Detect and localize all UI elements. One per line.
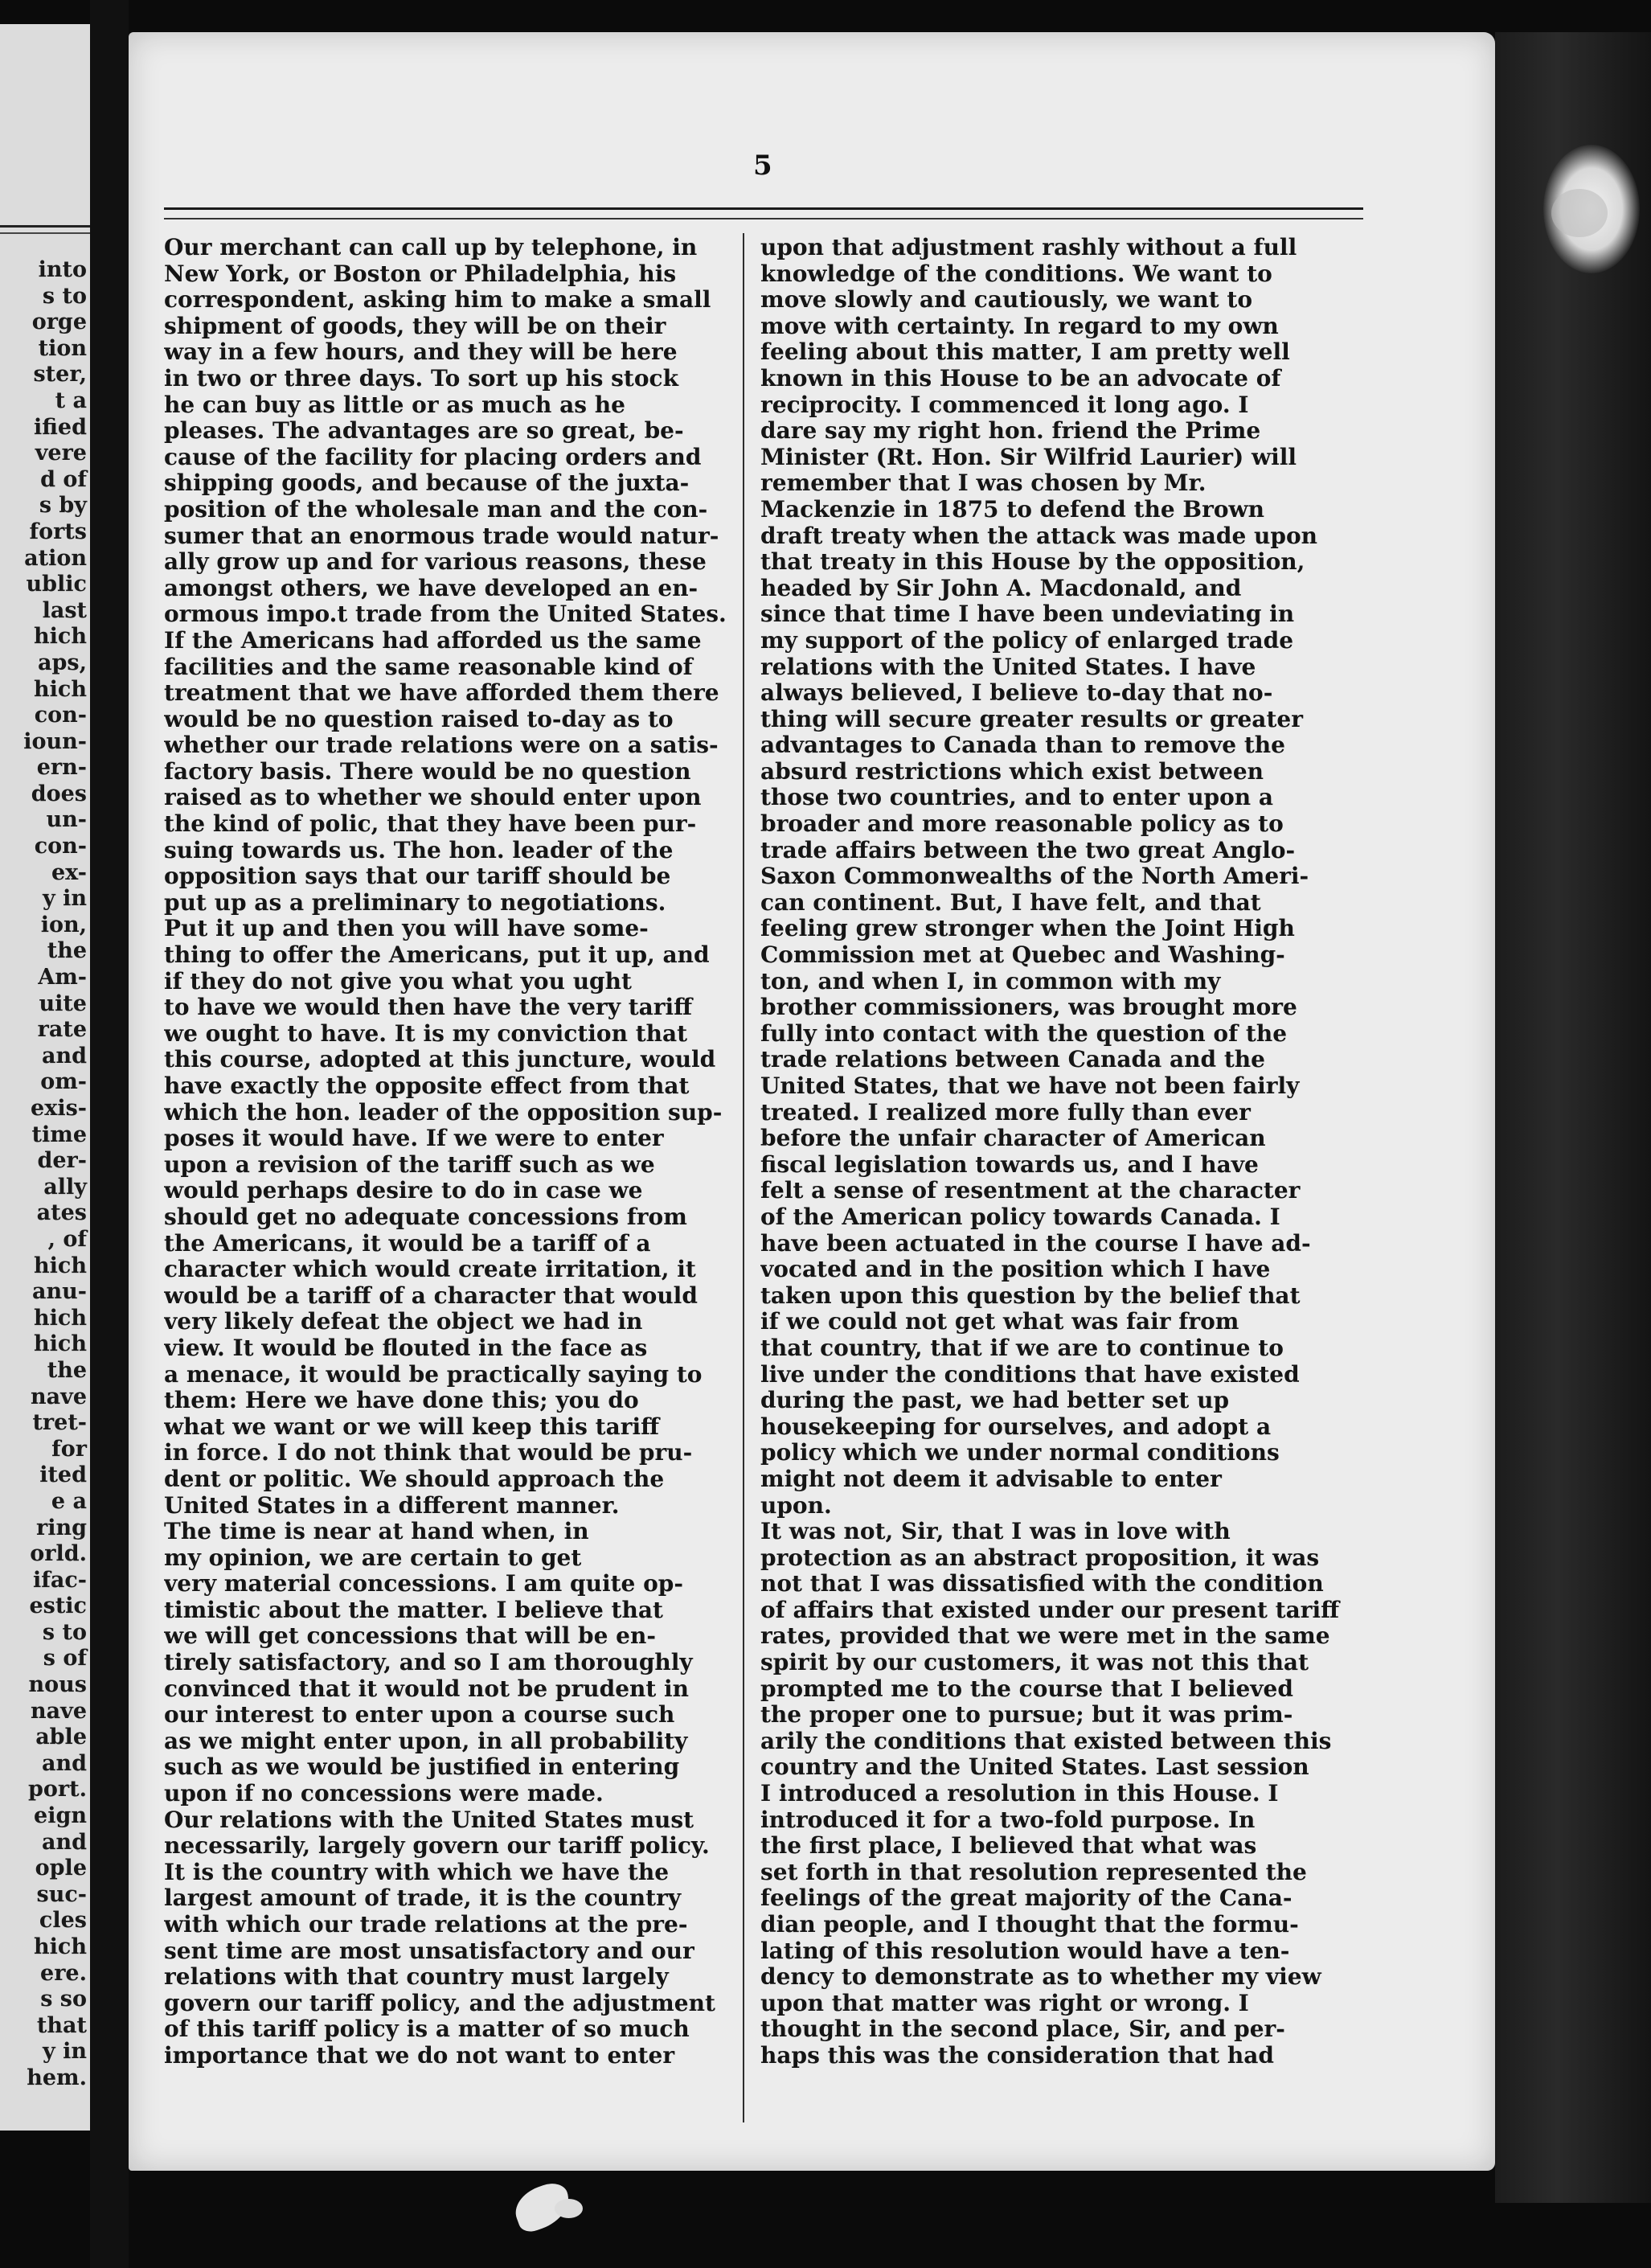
text-line: which the hon. leader of the opposition sup- [164,1099,723,1126]
facing-page-line: nous [28,1672,87,1698]
facing-page-line: hich [34,1253,87,1278]
text-line: dent or politic. We should approach the [164,1466,665,1492]
text-line: factory basis. There would be no question [164,758,691,785]
text-line: tirely satisfactory, and so I am thoroughly [164,1650,693,1676]
facing-page-line: con- [34,703,87,728]
text-line: relations with that country must largely [164,1964,669,1991]
facing-page-line: tion [38,335,87,361]
text-line: fully into contact with the question of the [760,1020,1288,1047]
text-line: he can buy as little or as much as he [164,392,625,418]
facing-page-line: for [51,1436,87,1462]
text-line: correspondent, asking him to make a small [164,287,711,314]
facing-page-line: eign [34,1803,87,1829]
text-line: poses it would have. If we were to enter [164,1126,664,1152]
text-line: feeling grew stronger when the Joint High [760,916,1295,942]
text-line: necessarily, largely govern our tariff policy. [164,1833,710,1860]
text-line: what we want or we will keep this tariff [164,1413,660,1440]
facing-page-line: ited [39,1462,87,1488]
text-line: the proper one to pursue; but it was prim- [760,1702,1293,1729]
text-line: dare say my right hon. friend the Prime [760,418,1261,445]
text-line: whether our trade relations were on a satis- [164,732,719,759]
facing-page-fragment [0,24,90,2131]
text-line: opposition says that our tariff should be [164,863,671,890]
text-line: would be no question raised to-day as to [164,706,674,732]
facing-page-rule [0,225,90,234]
text-line: move with certainty. In regard to my own [760,313,1279,339]
text-line: before the unfair character of American [760,1126,1266,1152]
text-line: the kind of polic, that they have been pur- [164,811,697,838]
text-line: absurd restrictions which exist between [760,758,1264,785]
facing-page-line: t a [55,388,87,413]
facing-page-line: the [47,938,87,964]
text-line: feeling about this matter, I am pretty well [760,339,1290,366]
text-line: have exactly the opposite effect from that [164,1073,690,1099]
facing-page-line: , of [47,1226,87,1252]
text-line: dian people, and I thought that the formu- [760,1912,1299,1938]
book-spine [1495,32,1651,2203]
text-line: during the past, we had better set up [760,1388,1230,1414]
paper-stain-core [1551,189,1608,237]
text-line: that treaty in this House by the opposition, [760,549,1305,576]
facing-page-line: tret- [32,1410,87,1436]
text-line: should get no adequate concessions from [164,1204,687,1230]
text-line: feelings of the great majority of the Cana- [760,1885,1293,1912]
facing-page-line: d of [40,466,87,492]
text-line: ton, and when I, in common with my [760,968,1221,995]
text-line: United States, that we have not been fairly [760,1073,1300,1099]
facing-page-line: s by [39,493,87,519]
facing-page-line: ates [36,1200,87,1226]
facing-page-line: uite [39,990,87,1016]
text-line: treated. I realized more fully than ever [760,1099,1251,1126]
facing-page-line: orge [31,310,87,335]
text-line: character which would create irritation, it [164,1257,696,1283]
text-line: It was not, Sir, that I was in love with [760,1519,1231,1545]
text-line: thing to offer the Americans, put it up, and [164,942,710,969]
facing-page-line: hich [34,624,87,650]
facing-page-line: ally [43,1174,87,1200]
header-rule [164,207,1363,219]
facing-page-line: and [41,1043,87,1068]
text-line: introduced it for a two-fold purpose. In [760,1807,1256,1833]
facing-page-line: ified [34,414,87,440]
text-line: upon that adjustment rashly without a full [760,235,1297,260]
text-line: way in a few hours, and they will be here [164,339,678,366]
text-line: Commission met at Quebec and Washing- [760,942,1285,969]
text-line: the Americans, it would be a tariff of a [164,1230,651,1257]
text-line: policy which we under normal conditions [760,1440,1280,1466]
text-line: remember that I was chosen by Mr. [760,470,1206,497]
facing-page-line: un- [46,807,87,833]
text-line: convinced that it would not be prudent in [164,1675,690,1702]
text-line: upon a revision of the tariff such as we [164,1151,655,1178]
text-line: knowledge of the conditions. We want to [760,260,1272,287]
facing-page-line: Am- [38,965,87,990]
facing-page-line: nave [31,1384,87,1409]
facing-page-line: does [31,781,87,806]
facing-page-line: port. [28,1777,87,1803]
text-line: broader and more reasonable policy as to [760,811,1284,838]
text-line: advantages to Canada than to remove the [760,732,1285,759]
text-line: view. It would be flouted in the face as [164,1335,648,1361]
text-line: United States in a different manner. [164,1492,620,1519]
text-line: have been actuated in the course I have ad- [760,1230,1311,1257]
text-line: if they do not give you what you ught [164,968,632,995]
facing-page-line: s to [42,1619,87,1645]
facing-page-line: ern- [36,755,87,781]
facing-page-line: ex- [51,859,87,885]
text-line: of the American policy towards Canada. I [760,1204,1280,1230]
text-line: largest amount of trade, it is the country [164,1885,682,1912]
text-line: haps this was the consideration that had [760,2042,1274,2069]
facing-page-line: aps, [38,650,87,675]
text-line: facilities and the same reasonable kind of [164,654,693,680]
column-divider [743,233,744,2122]
facing-page-line: and [41,1750,87,1776]
text-line: a menace, it would be practically saying to [164,1361,703,1388]
text-line: housekeeping for ourselves, and adopt a [760,1413,1272,1440]
facing-page-line: last [42,597,87,623]
text-line: to have we would then have the very tariff [164,995,693,1021]
facing-page-line: vere [35,441,87,466]
text-line: arily the conditions that existed between this [760,1728,1332,1754]
facing-page-line: y in [43,2039,87,2065]
text-line: would perhaps desire to do in case we [164,1178,643,1204]
text-line: felt a sense of resentment at the character [760,1178,1301,1204]
facing-page-line: ring [36,1515,87,1540]
text-line: known in this House to be an advocate of [760,365,1281,392]
text-line: the first place, I believed that what was [760,1833,1257,1860]
text-line: not that I was dissatisfied with the condition [760,1571,1324,1597]
text-line: sent time are most unsatisfactory and our [164,1938,694,1964]
text-line: draft treaty when the attack was made upon [760,523,1318,549]
text-line: The time is near at hand when, in [164,1519,589,1545]
text-line: upon if no concessions were made. [164,1781,604,1807]
facing-page-line: y in [43,886,87,912]
text-line: Mackenzie in 1875 to defend the Brown [760,496,1264,523]
text-line: fiscal legislation towards us, and I have [760,1151,1259,1178]
text-line: those two countries, and to enter upon a [760,785,1274,811]
text-line: pleases. The advantages are so great, be- [164,418,684,445]
facing-page-line: s of [43,1646,87,1671]
facing-page-line: ion, [40,912,87,937]
facing-page-line: nave [31,1698,87,1724]
text-line: If the Americans had afforded us the same [164,627,702,654]
text-line: Saxon Commonwealths of the North Ameri- [760,863,1309,890]
text-line: shipping goods, and because of the juxta- [164,470,690,497]
text-line: relations with the United States. I have [760,654,1256,680]
text-line: always believed, I believe to-day that no- [760,680,1273,707]
text-line: of affairs that existed under our present tariff [760,1597,1340,1623]
facing-page-line: hem. [27,2065,87,2090]
text-line: in two or three days. To sort up his stock [164,365,678,392]
text-line: spirit by our customers, it was not this that [760,1650,1309,1676]
text-line: them: Here we have done this; you do [164,1388,639,1414]
facing-page-line: and [41,1829,87,1855]
text-line: upon. [760,1492,832,1519]
facing-page-line: ople [35,1856,87,1881]
text-line: thing will secure greater results or greater [760,706,1303,732]
text-line: Our merchant can call up by telephone, in [164,235,698,260]
text-line: my support of the policy of enlarged trade [760,627,1294,654]
text-line: reciprocity. I commenced it long ago. I [760,392,1249,418]
text-line: that country, that if we are to continue to [760,1335,1284,1361]
text-line: amongst others, we have developed an en- [164,575,698,601]
text-line: vocated and in the position which I have [760,1257,1271,1283]
facing-page-line: s so [40,1987,87,2012]
facing-page-line: ioun- [23,728,87,754]
text-line: lating of this resolution would have a ten- [760,1938,1290,1964]
text-line: Put it up and then you will have some- [164,916,649,942]
text-line: might not deem it advisable to enter [760,1466,1222,1492]
text-line: thought in the second place, Sir, and per- [760,2016,1285,2043]
facing-page-line: ublic [26,572,87,597]
right-text-column [760,235,1363,2069]
facing-page-line: der- [37,1148,87,1174]
text-line: sumer that an enormous trade would natur- [164,523,719,549]
text-line: Our relations with the United States must [164,1807,694,1833]
text-line: country and the United States. Last session [760,1754,1309,1781]
facing-page-text [23,257,87,2092]
text-line: with which our trade relations at the pre- [164,1912,688,1938]
text-line: if we could not get what was fair from [760,1309,1239,1335]
text-line: this course, adopted at this juncture, would [164,1047,716,1073]
text-line: rates, provided that we were met in the same [760,1623,1330,1650]
page-gutter [90,0,129,2268]
text-line: govern our tariff policy, and the adjustment [164,1990,715,2016]
facing-page-line: s to [42,283,87,309]
facing-page-line: ifac- [32,1567,87,1593]
facing-page-line: forts [29,519,87,544]
text-line: in force. I do not think that would be pru- [164,1440,693,1466]
facing-page-line: orld. [30,1541,87,1567]
facing-page-line: con- [34,834,87,859]
text-line: I introduced a resolution in this House. I [760,1781,1279,1807]
facing-page-line: able [35,1725,87,1750]
paper-tear-mark-small [555,2199,583,2218]
text-line: shipment of goods, they will be on their [164,313,666,339]
text-line: live under the conditions that have existed [760,1361,1300,1388]
text-line: our interest to enter upon a course such [164,1702,675,1729]
text-line: prompted me to the course that I believed [760,1675,1293,1702]
facing-page-line: exis- [31,1096,87,1121]
facing-page-line: hich [34,1934,87,1959]
text-line: treatment that we have afforded them there [164,680,719,707]
text-line: can continent. But, I have felt, and that [760,889,1261,916]
text-line: ormous impo.t trade from the United States. [164,601,727,628]
text-line: upon that matter was right or wrong. I [760,1990,1249,2016]
text-line: It is the country with which we have the [164,1859,670,1885]
text-line: would be a tariff of a character that would [164,1282,698,1309]
text-line: Minister (Rt. Hon. Sir Wilfrid Laurier) will [760,444,1297,470]
facing-page-line: ation [24,545,87,571]
text-line: raised as to whether we should enter upon [164,785,702,811]
text-line: very likely defeat the object we had in [164,1309,643,1335]
text-line: as we might enter upon, in all probability [164,1728,688,1754]
text-line: of this tariff policy is a matter of so much [164,2016,690,2043]
facing-page-line: e a [51,1488,87,1514]
facing-page-line: estic [29,1593,87,1619]
text-line: we ought to have. It is my conviction that [164,1020,688,1047]
text-line: suing towards us. The hon. leader of the [164,837,674,863]
left-text-column [164,235,727,2069]
text-line: New York, or Boston or Philadelphia, his [164,260,677,287]
text-line: we will get concessions that will be en- [164,1623,656,1650]
facing-page-line: hich [34,1305,87,1331]
facing-page-line: rate [37,1017,87,1043]
text-line: position of the wholesale man and the con- [164,496,708,523]
facing-page-line: anu- [32,1279,87,1305]
text-line: such as we would be justified in entering [164,1754,680,1781]
facing-page-line: ster, [33,362,87,388]
text-line: taken upon this question by the belief that [760,1282,1301,1309]
text-line: very material concessions. I am quite op- [164,1571,683,1597]
facing-page-line: time [31,1122,87,1147]
text-line: brother commissioners, was brought more [760,995,1297,1021]
text-line: put up as a preliminary to negotiations. [164,889,666,916]
text-line: trade relations between Canada and the [760,1047,1265,1073]
facing-page-line: hich [34,676,87,702]
facing-page-line: ere. [40,1960,87,1986]
text-line: ally grow up and for various reasons, these [164,549,707,576]
facing-page-line: om- [40,1069,87,1095]
text-line: trade affairs between the two great Anglo- [760,837,1296,863]
facing-page-line: cles [39,1908,87,1934]
text-line: move slowly and cautiously, we want to [760,287,1252,314]
text-line: dency to demonstrate as to whether my view [760,1964,1321,1991]
text-line: cause of the facility for placing orders and [164,444,702,470]
text-line: protection as an abstract proposition, it was [760,1544,1320,1571]
text-line: set forth in that resolution represented the [760,1859,1307,1885]
text-line: my opinion, we are certain to get [164,1544,582,1571]
text-line: since that time I have been undeviating in [760,601,1295,628]
text-line: importance that we do not want to enter [164,2042,675,2069]
facing-page-line: suc- [36,1881,87,1907]
facing-page-line: that [36,2012,87,2038]
text-line: timistic about the matter. I believe that [164,1597,663,1623]
facing-page-line: into [38,257,87,282]
text-line: headed by Sir John A. Macdonald, and [760,575,1242,601]
facing-page-line: hich [34,1331,87,1357]
page-number: 5 [753,150,772,182]
facing-page-line: the [47,1357,87,1383]
